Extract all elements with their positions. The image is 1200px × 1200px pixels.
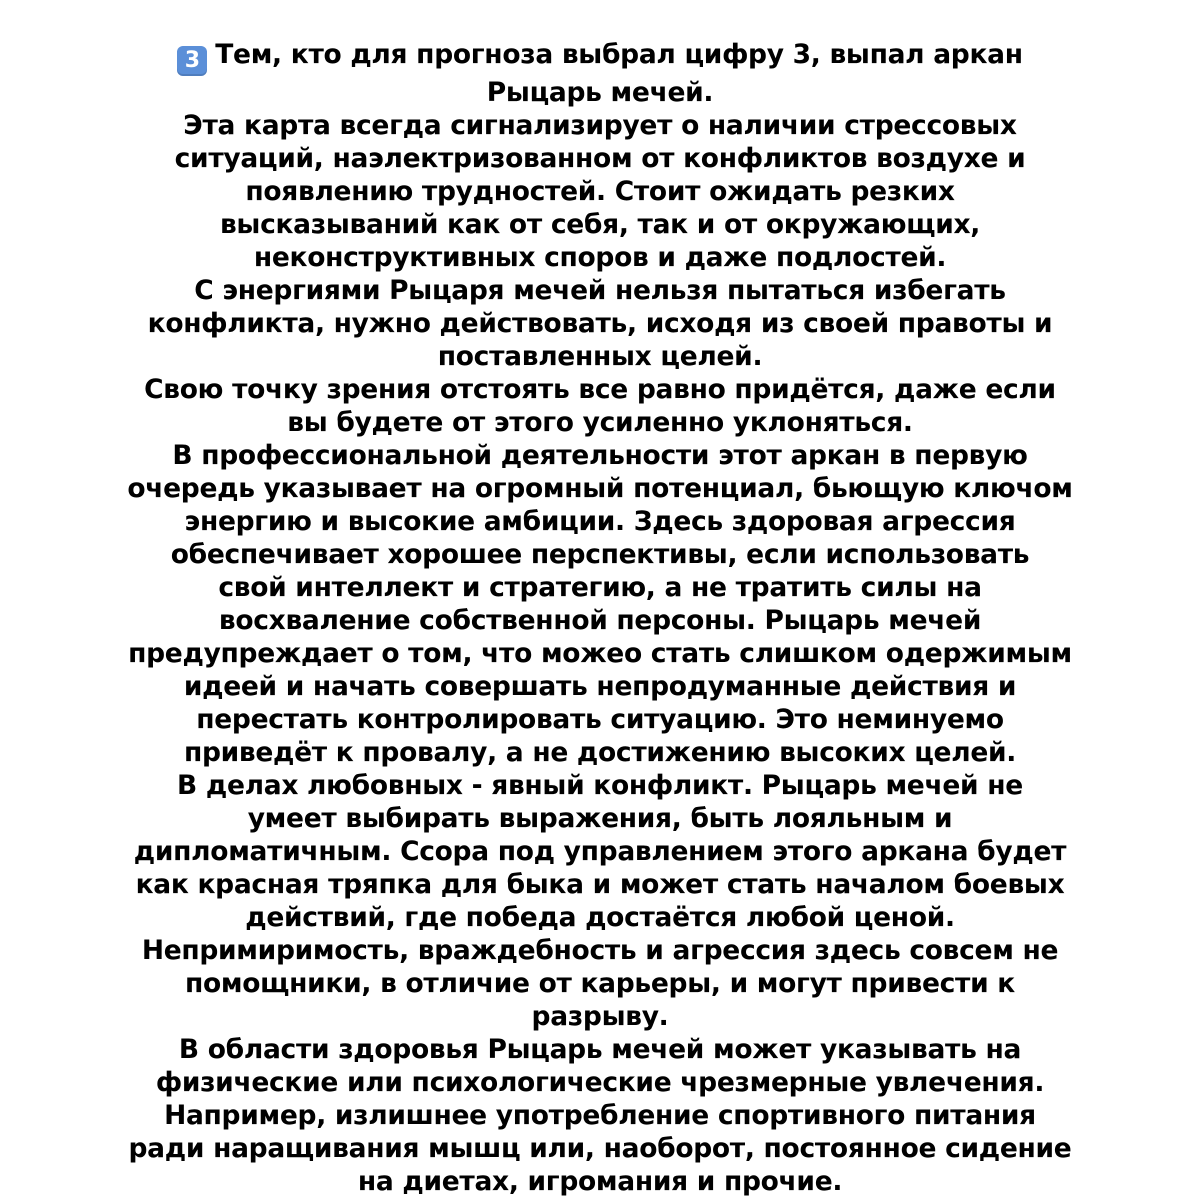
text-line: неконструктивных споров и даже подлостей. [253, 242, 947, 273]
text-line: дипломатичным. Ссора под управлением этого аркана будет [133, 836, 1067, 867]
text-line: В профессиональной деятельности этот аркан в первую [172, 440, 1028, 471]
text-line: перестать контролировать ситуацию. Это неминуемо [196, 704, 1004, 735]
text-line: приведёт к провалу, а не достижению высоких целей. [183, 737, 1017, 768]
text-line: идеей и начать совершать непродуманные действия и [183, 671, 1017, 702]
text-line: Например, излишнее употребление спортивного питания [164, 1100, 1036, 1131]
text-line: Рыцарь мечей. [486, 77, 714, 108]
text-line: разрыву. [531, 1001, 669, 1032]
text-line: вы будете от этого усиленно уклоняться. [287, 407, 913, 438]
text-line: предупреждает о том, что можео стать слишком одержимым [128, 638, 1072, 669]
text-line: восхваление собственной персоны. Рыцарь мечей [218, 605, 982, 636]
text-line: помощники, в отличие от карьеры, и могут привести к [185, 968, 1015, 999]
text-line: действий, где победа достаётся любой ценой. [245, 902, 955, 933]
text-line: высказываний как от себя, так и от окружающих, [219, 209, 981, 240]
text-line: Свою точку зрения отстоять все равно придётся, даже если [144, 374, 1056, 405]
text-line: поставленных целей. [437, 341, 763, 372]
text-line: умеет выбирать выражения, быть лояльным и [247, 803, 953, 834]
text-line: энергию и высокие амбиции. Здесь здоровая агрессия [184, 506, 1016, 537]
text-line: Непримиримость, враждебность и агрессия здесь совсем не [141, 935, 1059, 966]
text-line-1: 3 Тем, кто для прогноза выбрал цифру 3, выпал аркан [0, 38, 1200, 76]
keycap-number-icon: 3 [177, 46, 207, 76]
text-line: Эта карта всегда сигнализирует о наличии стрессовых [183, 110, 1017, 141]
text-line: С энергиями Рыцаря мечей нельзя пытаться избегать [194, 275, 1006, 306]
text-line: на диетах, игромания и прочие. [357, 1166, 843, 1197]
text-line: обеспечивает хорошее перспективы, если использовать [170, 539, 1030, 570]
text-line: конфликта, нужно действовать, исходя из своей правоты и [147, 308, 1053, 339]
text-line: очередь указывает на огромный потенциал, бьющую ключом [127, 473, 1073, 504]
text-line: ради наращивания мышц или, наоборот, постоянное сидение [128, 1133, 1072, 1164]
text-line: появлению трудностей. Стоит ожидать резких [245, 176, 955, 207]
post-text [0, 38, 1200, 1198]
text-line: физические или психологические чрезмерные увлечения. [155, 1067, 1045, 1098]
text-line: ситуаций, наэлектризованном от конфликтов воздухе и [174, 143, 1026, 174]
text-line: свой интеллект и стратегию, а не тратить силы на [218, 572, 982, 603]
text-line: В делах любовных - явный конфликт. Рыцарь мечей не [177, 770, 1023, 801]
text-line: В области здоровья Рыцарь мечей может указывать на [178, 1034, 1022, 1065]
text-line: как красная тряпка для быка и может стать началом боевых [135, 869, 1065, 900]
